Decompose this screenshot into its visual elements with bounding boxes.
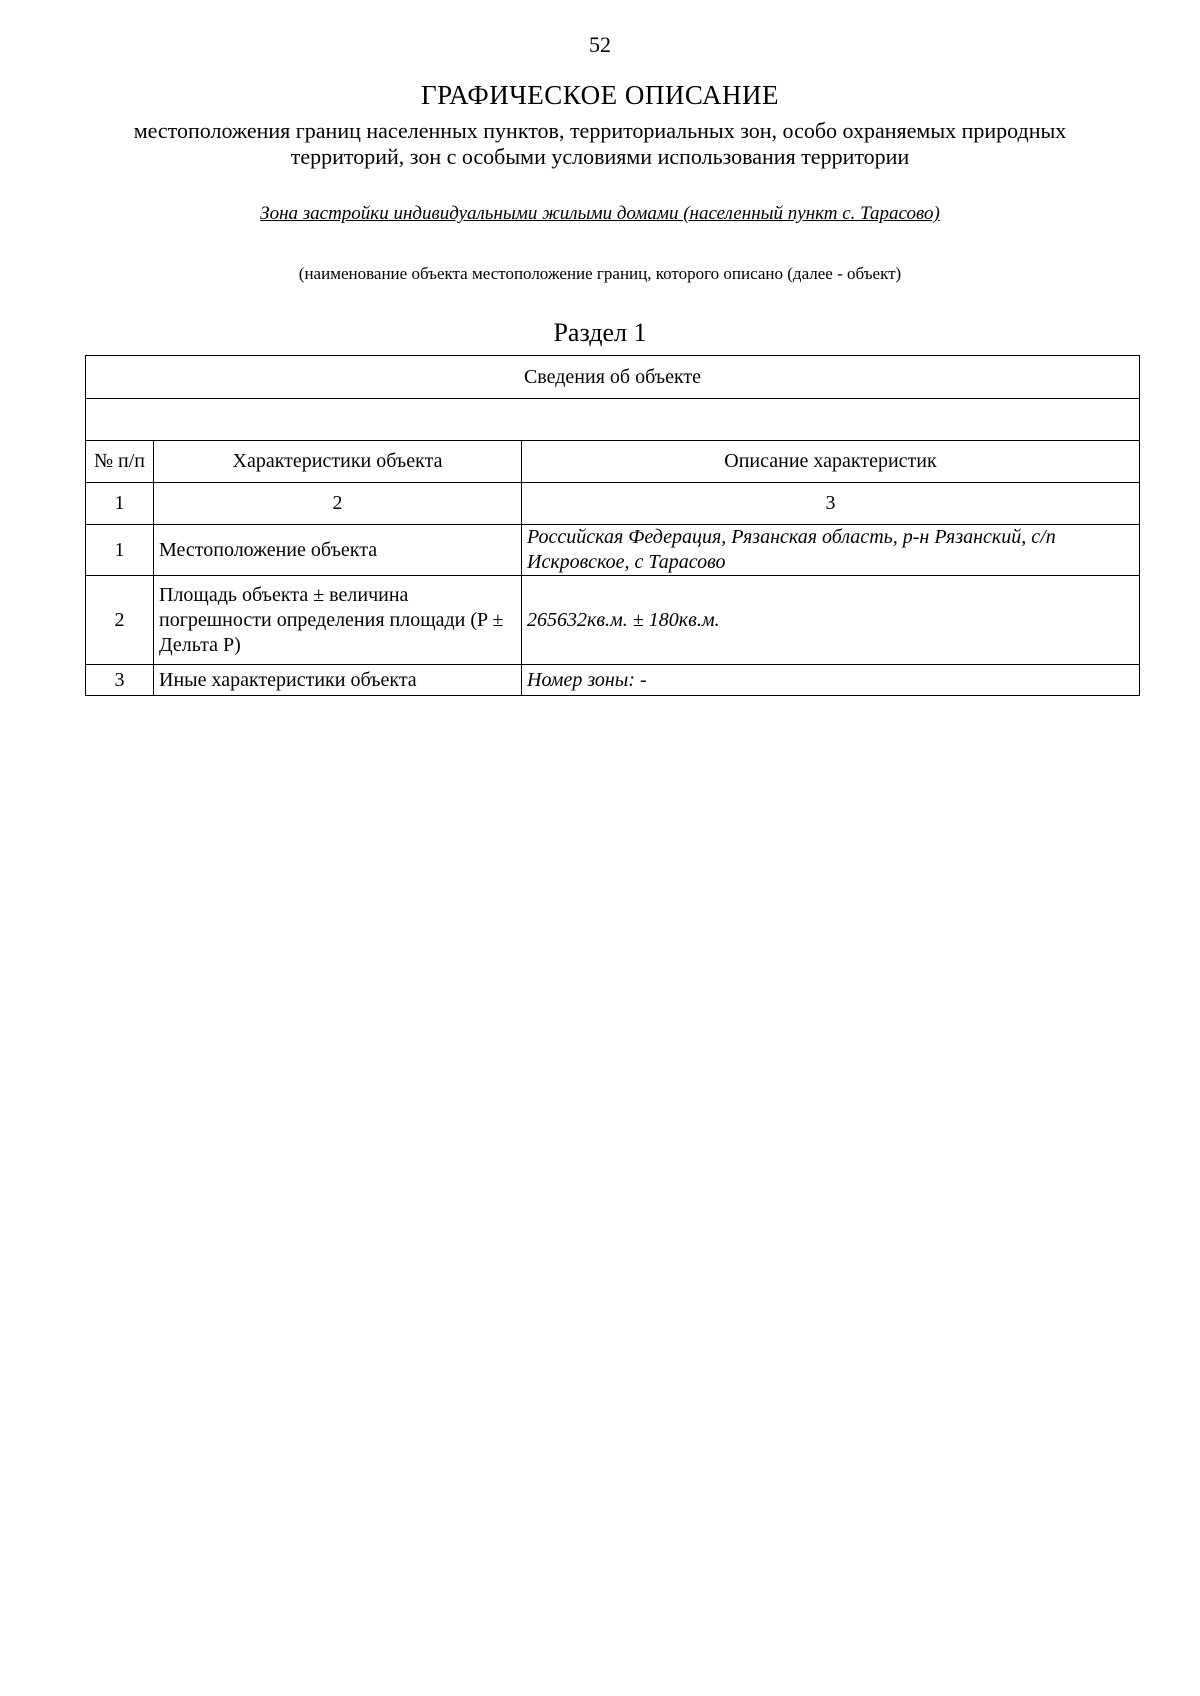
table-empty-row <box>86 399 1140 441</box>
page-number: 52 <box>589 32 611 57</box>
document-title: ГРАФИЧЕСКОЕ ОПИСАНИЕ <box>420 80 780 110</box>
row-characteristic: Иные характеристики объекта <box>154 665 522 696</box>
column-number-1: 1 <box>86 483 154 525</box>
header-number: № п/п <box>86 441 154 483</box>
row-characteristic: Местоположение объекта <box>154 525 522 576</box>
row-description-cell <box>522 665 1140 696</box>
row-description: Российская Федерация, Рязанская область, р-н Рязанский, с/п Искровское, с Тарасово <box>522 525 1140 576</box>
row-description: Номер зоны: <box>527 668 635 691</box>
column-number-3: 3 <box>522 483 1140 525</box>
column-number-2: 2 <box>154 483 522 525</box>
header-description: Описание характеристик <box>522 441 1140 483</box>
section-title: Раздел 1 <box>553 318 647 347</box>
row-description: 265632кв.м. ± 180кв.м. <box>522 576 1140 665</box>
object-name: Зона застройки индивидуальными жилыми домами (населенный пункт с. Тарасово) <box>260 203 940 224</box>
document-subtitle: местоположения границ населенных пунктов, территориальных зон, особо охраняемых природных территорий, зон с особыми условиями использования территории <box>133 118 1067 169</box>
row-number: 3 <box>86 665 154 696</box>
row-number: 1 <box>86 525 154 576</box>
table-row <box>86 665 1140 696</box>
zone-number-value: - <box>640 668 647 691</box>
object-info-table <box>85 355 1140 696</box>
row-characteristic: Площадь объекта ± величина погрешности определения площади (P ± Дельта P) <box>154 576 522 665</box>
table-column-numbers-row <box>86 483 1140 525</box>
header-characteristic: Характеристики объекта <box>154 441 522 483</box>
table-empty-cell <box>86 399 1140 441</box>
table-row <box>86 576 1140 665</box>
row-number: 2 <box>86 576 154 665</box>
table-header-row <box>86 441 1140 483</box>
table-caption: Сведения об объекте <box>86 356 1140 399</box>
table-caption-row <box>86 356 1140 399</box>
object-name-caption: (наименование объекта местоположение границ, которого описано (далее - объект) <box>298 264 902 283</box>
table-row <box>86 525 1140 576</box>
